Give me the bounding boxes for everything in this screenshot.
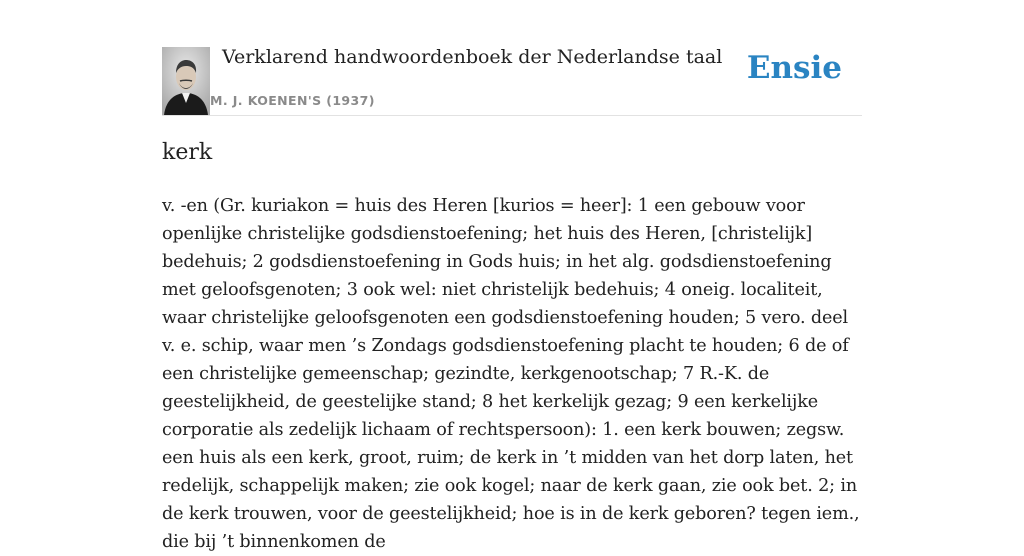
book-title: Verklarend handwoordenboek der Nederlandse taal bbox=[222, 46, 723, 68]
entry-headword: kerk bbox=[162, 140, 213, 165]
book-subtitle: M. J. KOENEN'S (1937) bbox=[210, 93, 375, 108]
author-portrait-icon bbox=[162, 47, 210, 115]
brand-logo-link[interactable]: Ensie bbox=[746, 50, 842, 86]
header bbox=[162, 40, 862, 116]
entry-definition: v. -en (Gr. kuriakon = huis des Heren [kurios = heer]: 1 een gebouw voor openlijke christelijke godsdienstoefening; het huis des Heren, [christelijk] bedehuis; 2 godsdienstoefening in Gods huis; in het alg. godsdienstoefening met geloofsgenoten; 3 ook wel: niet christelijk bedehuis; 4 oneig. localiteit, waar christelijke geloofsgenoten een godsdienstoefening houden; 5 vero. deel v. e. schip, waar men ’s Zondags godsdienstoefening placht te houden; 6 de of een christelijke gemeenschap; gezindte, kerkgenootschap; 7 R.-K. de geestelijkheid, de geestelijke stand; 8 het kerkelijk gezag; 9 een kerkelijke corporatie als zedelijk lichaam of rechtspersoon): 1. een kerk bouwen; zegsw. een huis als een kerk, groot, ruim; de kerk in ’t midden van het dorp laten, het redelijk, schappelijk maken; zie ook kogel; naar de kerk gaan, zie ook bet. 2; in de kerk trouwen, voor de geestelijkheid; hoe is in de kerk geboren? tegen iem., die bij ’t binnenkomen de bbox=[162, 196, 860, 552]
